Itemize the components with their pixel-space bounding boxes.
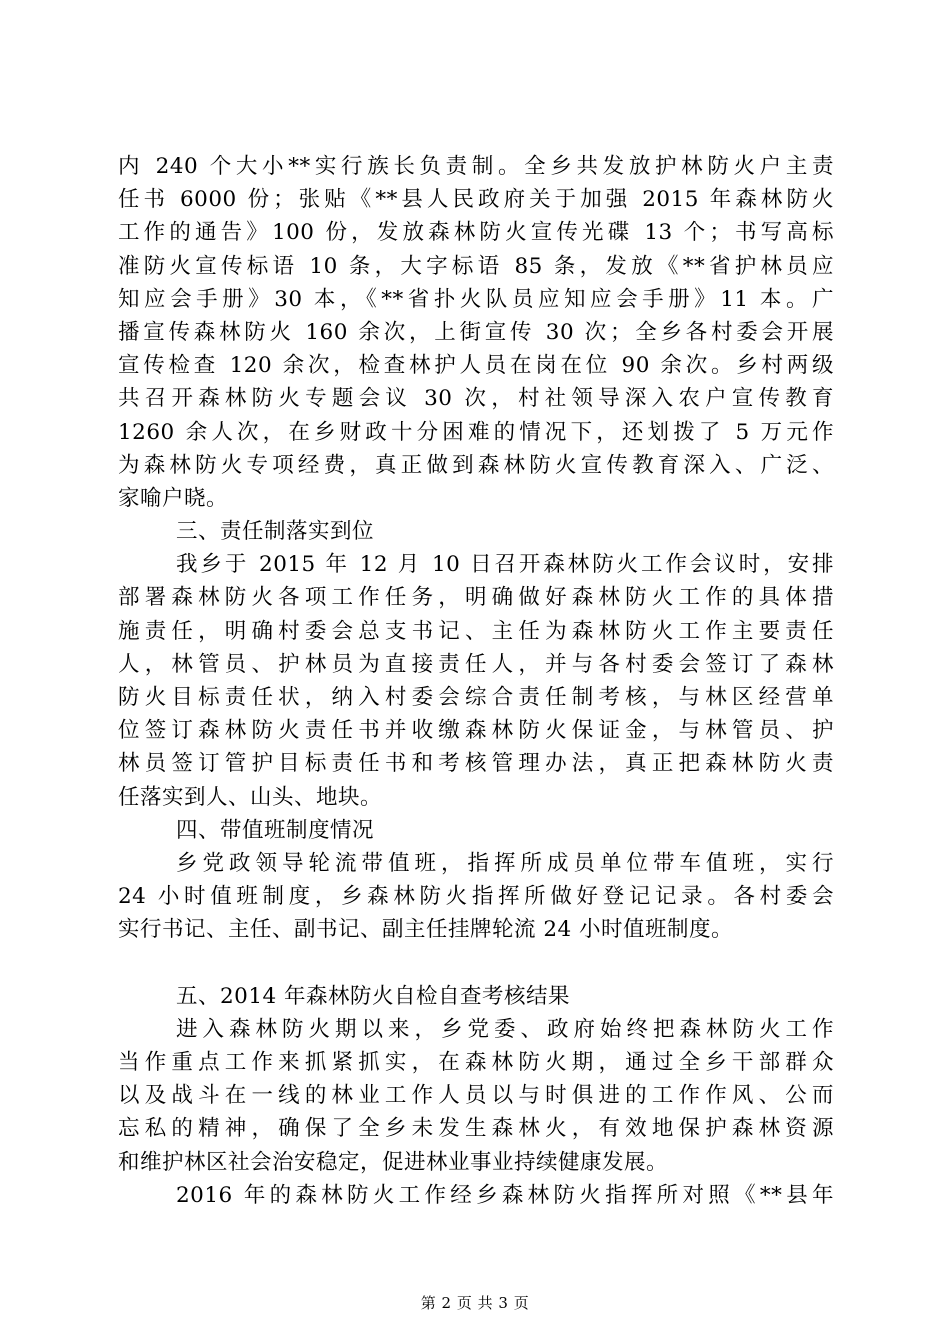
text-line: 1260 余人次，在乡财政十分困难的情况下，还划拨了 5 万元作 [118, 419, 834, 445]
blank-line [118, 947, 834, 980]
text-line: 部署森林防火各项工作任务，明确做好森林防火工作的具体措 [118, 585, 834, 611]
page-footer: 第 2 页 共 3 页 [420, 1294, 530, 1312]
text-line: 位签订森林防火责任书并收缴森林防火保证金，与林管员、护 [118, 718, 834, 744]
text-line: 任落实到人、山头、地块。 [118, 784, 383, 810]
text-line: 五、2014 年森林防火自检自查考核结果 [176, 983, 571, 1009]
text-line: 林员签订管护目标责任书和考核管理办法，真正把森林防火责 [118, 751, 834, 777]
text-line: 内 240 个大小**实行族长负责制。全乡共发放护林防火户主责 [118, 154, 834, 179]
text-line: 乡党政领导轮流带值班，指挥所成员单位带车值班，实行 [176, 850, 834, 876]
text-line: 准防火宣传标语 10 条，大字标语 85 条，发放《**省护林员应 [118, 253, 834, 279]
text-line: 宣传检查 120 余次，检查林护人员在岗在位 90 余次。乡村两级 [118, 353, 834, 379]
body-text [118, 150, 834, 1212]
text-line: 当作重点工作来抓紧抓实，在森林防火期，通过全乡干部群众 [118, 1050, 834, 1076]
text-line: 共召开森林防火专题会议 30 次，村社领导深入农户宣传教育 [118, 386, 834, 412]
text-line: 三、责任制落实到位 [176, 519, 375, 545]
text-line: 家喻户晓。 [118, 485, 229, 511]
text-line: 实行书记、主任、副书记、副主任挂牌轮流 24 小时值班制度。 [118, 917, 734, 943]
text-line: 忘私的精神，确保了全乡未发生森林火，有效地保护森林资源 [118, 1116, 834, 1142]
text-line: 施责任，明确村委会总支书记、主任为森林防火工作主要责任 [118, 618, 834, 644]
text-line: 以及战斗在一线的林业工作人员以与时俱进的工作作风、公而 [118, 1083, 834, 1109]
text-line: 为森林防火专项经费，真正做到森林防火宣传教育深入、广泛、 [118, 452, 834, 478]
text-line: 和维护林区社会治安稳定，促进林业事业持续健康发展。 [118, 1149, 669, 1175]
text-line: 播宣传森林防火 160 余次，上街宣传 30 次；全乡各村委会开展 [118, 319, 834, 345]
text-line: 知应会手册》30 本，《**省扑火队员应知应会手册》11 本。广 [118, 286, 834, 312]
text-line: 防火目标责任状，纳入村委会综合责任制考核，与林区经营单 [118, 685, 834, 710]
text-line: 工作的通告》100 份，发放森林防火宣传光碟 13 个；书写高标 [118, 220, 834, 246]
text-line: 进入森林防火期以来，乡党委、政府始终把森林防火工作 [176, 1016, 834, 1042]
text-line: 24 小时值班制度，乡森林防火指挥所做好登记记录。各村委会 [118, 884, 834, 910]
text-line: 四、带值班制度情况 [176, 817, 375, 843]
text-line: 任书 6000 份；张贴《**县人民政府关于加强 2015 年森林防火 [118, 187, 834, 213]
text-line: 人，林管员、护林员为直接责任人，并与各村委会签订了森林 [118, 651, 834, 677]
text-line: 我乡于 2015 年 12 月 10 日召开森林防火工作会议时，安排 [176, 552, 834, 578]
text-line: 2016 年的森林防火工作经乡森林防火指挥所对照《**县年 [176, 1182, 834, 1208]
